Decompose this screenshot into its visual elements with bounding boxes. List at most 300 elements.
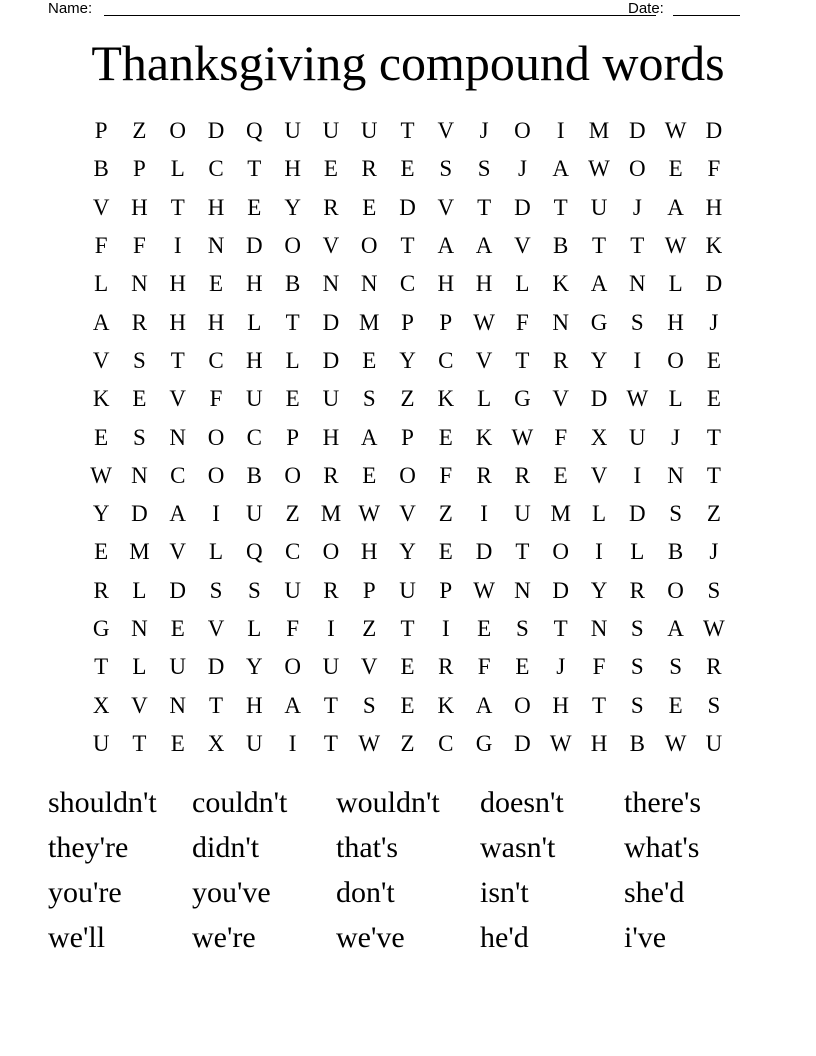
grid-letter: W (703, 616, 725, 641)
grid-letter: E (132, 386, 147, 412)
grid-letter: C (246, 424, 262, 450)
grid-letter: Q (246, 539, 263, 565)
grid-letter: N (322, 271, 340, 297)
grid-letter: H (131, 194, 148, 220)
grid-letter: S (707, 692, 721, 718)
grid-letter: E (400, 654, 415, 680)
grid-letter: C (438, 730, 454, 756)
grid-letter: N (131, 616, 148, 641)
grid-letter: O (284, 654, 301, 680)
grid-letter: C (399, 271, 416, 297)
grid-letter: A (667, 616, 684, 641)
grid-letter: I (556, 118, 565, 144)
grid-letter: H (590, 730, 608, 756)
grid-letter: E (706, 347, 721, 373)
grid-letter: P (401, 309, 414, 335)
grid-letter: Z (132, 118, 147, 144)
grid-letter: T (400, 233, 415, 259)
grid-letter: D (705, 271, 723, 297)
grid-letter: U (628, 424, 646, 450)
grid-letter: D (322, 347, 340, 373)
grid-letter: O (514, 692, 531, 718)
grid-letter: T (285, 309, 300, 335)
grid-letter: M (550, 501, 571, 527)
grid-letter: L (247, 616, 262, 641)
page-title: Thanksgiving compound words (91, 35, 725, 91)
grid-letter: H (360, 539, 378, 565)
grid-letter: F (707, 156, 721, 182)
grid-letter: O (667, 577, 684, 603)
grid-letter: E (477, 616, 492, 641)
grid-letter: W (511, 424, 534, 450)
grid-letter: O (284, 462, 301, 488)
grid-letter: D (399, 194, 416, 220)
grid-letter: T (247, 156, 262, 182)
grid-letter: R (514, 462, 531, 488)
grid-letter: R (706, 654, 722, 680)
grid-letter: B (284, 271, 301, 297)
grid-letter: L (209, 539, 224, 565)
grid-letter: T (209, 692, 224, 718)
grid-letter: R (131, 309, 148, 335)
grid-letter: U (246, 730, 263, 756)
grid-letter: E (400, 692, 415, 718)
grid-letter: U (284, 577, 301, 603)
grid-letter: J (671, 424, 681, 450)
grid-letter: N (131, 271, 148, 297)
grid-letter: H (475, 271, 493, 297)
word-list-item: he'd (480, 921, 529, 954)
grid-letter: P (94, 118, 108, 144)
grid-letter: G (590, 309, 608, 335)
grid-letter: H (667, 309, 684, 335)
grid-letter: R (438, 654, 454, 680)
word-list-item: i've (624, 921, 667, 954)
grid-letter: V (92, 347, 110, 373)
grid-letter: V (475, 347, 493, 373)
grid-letter: T (591, 233, 607, 259)
grid-letter: E (94, 424, 109, 450)
grid-letter: D (207, 654, 225, 680)
word-list-item: you're (48, 876, 122, 909)
grid-letter: E (553, 462, 568, 488)
grid-letter: I (173, 233, 182, 259)
grid-letter: D (514, 730, 531, 756)
grid-letter: U (322, 118, 340, 144)
grid-letter: E (94, 539, 109, 565)
grid-letter: D (475, 539, 493, 565)
grid-letter: S (630, 654, 644, 680)
grid-letter: X (207, 730, 225, 756)
grid-letter: D (322, 309, 340, 335)
grid-letter: Y (92, 501, 110, 527)
grid-letter: S (362, 692, 376, 718)
grid-letter: P (439, 577, 453, 603)
grid-letter: Z (438, 501, 453, 527)
grid-letter: U (399, 577, 416, 603)
grid-letter: Y (284, 194, 301, 220)
grid-letter: N (131, 462, 148, 488)
grid-letter: S (516, 616, 529, 641)
grid-letter: W (358, 730, 381, 756)
grid-letter: U (246, 386, 263, 412)
grid-letter: D (628, 501, 646, 527)
grid-letter: L (668, 386, 683, 412)
grid-letter: F (209, 386, 223, 412)
grid-letter: D (207, 118, 225, 144)
grid-letter: T (515, 539, 530, 565)
grid-letter: N (628, 271, 646, 297)
grid-letter: C (284, 539, 301, 565)
word-list-item: couldn't (192, 786, 288, 819)
grid-letter: O (552, 539, 570, 565)
grid-letter: L (630, 539, 645, 565)
grid-letter: L (132, 654, 147, 680)
grid-letter: H (169, 309, 187, 335)
grid-letter: A (437, 233, 455, 259)
grid-letter: X (92, 692, 110, 718)
grid-letter: O (284, 233, 301, 259)
grid-letter: T (170, 347, 185, 373)
grid-letter: W (588, 156, 610, 182)
grid-letter: D (628, 118, 646, 144)
grid-letter: H (207, 194, 225, 220)
grid-letter: N (207, 233, 225, 259)
grid-letter: Y (590, 577, 608, 603)
name-blank-line[interactable] (104, 15, 656, 16)
grid-letter: E (362, 194, 377, 220)
grid-letter: E (362, 347, 377, 373)
grid-letter: L (94, 271, 109, 297)
grid-letter: I (480, 501, 488, 527)
grid-letter: Q (246, 118, 263, 144)
grid-letter: R (629, 577, 645, 603)
grid-letter: D (705, 118, 723, 144)
grid-letter: G (92, 616, 110, 641)
grid-letter: O (169, 118, 187, 144)
grid-letter: T (706, 424, 721, 450)
grid-letter: R (553, 347, 569, 373)
grid-letter: N (590, 616, 608, 641)
word-list-item: she'd (624, 876, 685, 909)
grid-letter: Z (400, 730, 415, 756)
word-list-item: don't (336, 876, 395, 909)
grid-letter: T (400, 616, 415, 641)
grid-letter: D (131, 501, 148, 527)
grid-letter: S (669, 501, 682, 527)
grid-letter: F (477, 654, 491, 680)
grid-letter: W (549, 730, 572, 756)
grid-letter: V (590, 462, 608, 488)
grid-letter: F (94, 233, 108, 259)
grid-letter: K (475, 424, 493, 450)
grid-letter: H (284, 156, 301, 182)
grid-letter: M (320, 501, 342, 527)
grid-letter: G (514, 386, 531, 412)
grid-letter: K (437, 386, 455, 412)
grid-letter: E (668, 156, 683, 182)
grid-letter: D (246, 233, 263, 259)
grid-letter: T (553, 194, 568, 220)
word-list-item: we've (336, 921, 405, 954)
grid-letter: O (322, 539, 340, 565)
grid-letter: B (246, 462, 262, 488)
grid-letter: E (170, 616, 185, 641)
grid-letter: T (94, 654, 109, 680)
grid-letter: Z (706, 501, 721, 527)
grid-letter: L (247, 309, 262, 335)
grid-letter: L (668, 271, 683, 297)
grid-letter: U (284, 118, 301, 144)
grid-letter: R (323, 194, 339, 220)
date-blank-line[interactable] (673, 15, 740, 16)
word-list-item: doesn't (480, 786, 564, 819)
grid-letter: O (514, 118, 531, 144)
grid-letter: W (626, 386, 649, 412)
grid-letter: V (207, 616, 225, 641)
grid-letter: I (327, 616, 335, 641)
grid-letter: E (285, 386, 300, 412)
grid-letter: S (707, 577, 721, 603)
grid-letter: B (667, 539, 684, 565)
grid-letter: O (207, 462, 225, 488)
grid-letter: H (437, 271, 455, 297)
grid-letter: E (362, 462, 377, 488)
grid-letter: S (630, 692, 644, 718)
grid-letter: K (92, 386, 110, 412)
grid-letter: I (633, 462, 642, 488)
word-search-grid (82, 112, 733, 763)
grid-letter: J (556, 654, 566, 680)
grid-letter: J (709, 309, 719, 335)
word-list-item: shouldn't (48, 786, 157, 819)
grid-letter: W (473, 577, 495, 603)
grid-letter: I (212, 501, 220, 527)
grid-letter: M (129, 539, 150, 565)
grid-letter: I (633, 347, 642, 373)
grid-letter: L (170, 156, 185, 182)
grid-letter: E (438, 424, 453, 450)
grid-letter: B (629, 730, 645, 756)
grid-letter: S (133, 347, 146, 373)
grid-letter: Z (362, 616, 377, 641)
grid-letter: O (628, 156, 646, 182)
grid-letter: B (553, 233, 569, 259)
word-list-item: they're (48, 831, 129, 864)
grid-letter: A (475, 233, 493, 259)
grid-letter: V (399, 501, 416, 527)
grid-letter: N (169, 692, 187, 718)
grid-letter: V (437, 194, 455, 220)
grid-letter: V (169, 386, 187, 412)
grid-letter: U (246, 501, 263, 527)
grid-letter: T (706, 462, 721, 488)
grid-letter: U (360, 118, 378, 144)
grid-letter: T (132, 730, 147, 756)
grid-letter: O (399, 462, 416, 488)
grid-letter: S (630, 616, 644, 641)
grid-letter: C (208, 347, 224, 373)
grid-letter: A (475, 692, 493, 718)
grid-letter: W (664, 118, 687, 144)
grid-letter: V (169, 539, 187, 565)
grid-letter: U (590, 194, 608, 220)
grid-letter: C (208, 156, 224, 182)
word-list-item: wasn't (480, 831, 556, 864)
grid-letter: X (590, 424, 608, 450)
grid-letter: E (438, 539, 453, 565)
grid-letter: F (516, 309, 529, 335)
grid-letter: W (664, 730, 687, 756)
grid-letter: H (246, 347, 263, 373)
grid-letter: T (477, 194, 492, 220)
grid-letter: T (591, 692, 607, 718)
grid-letter: V (322, 233, 340, 259)
grid-letter: I (595, 539, 603, 565)
grid-letter: F (286, 616, 300, 641)
grid-letter: R (323, 577, 339, 603)
grid-letter: T (630, 233, 645, 259)
grid-letter: P (362, 577, 376, 603)
grid-letter: F (592, 654, 606, 680)
grid-letter: V (131, 692, 148, 718)
grid-letter: A (169, 501, 187, 527)
grid-letter: A (92, 309, 110, 335)
grid-letter: P (401, 424, 414, 450)
grid-letter: U (92, 730, 110, 756)
grid-letter: M (588, 118, 610, 144)
grid-letter: J (479, 118, 489, 144)
grid-letter: E (515, 654, 530, 680)
grid-letter: T (553, 616, 568, 641)
grid-letter: Z (400, 386, 415, 412)
grid-letter: N (552, 309, 570, 335)
grid-letter: H (207, 309, 225, 335)
grid-letter: U (322, 386, 340, 412)
word-list-item: we're (192, 921, 256, 954)
grid-letter: U (169, 654, 187, 680)
grid-letter: D (590, 386, 608, 412)
grid-letter: T (400, 118, 415, 144)
header-row (48, 0, 740, 20)
word-list-item: there's (624, 786, 702, 819)
grid-letter: U (322, 654, 340, 680)
grid-letter: Y (246, 654, 263, 680)
grid-letter: B (93, 156, 109, 182)
grid-letter: E (400, 156, 415, 182)
grid-letter: E (209, 271, 224, 297)
grid-letter: E (706, 386, 721, 412)
grid-letter: L (285, 347, 300, 373)
grid-letter: V (514, 233, 531, 259)
grid-letter: S (362, 386, 376, 412)
grid-letter: H (246, 692, 263, 718)
grid-letter: Z (285, 501, 300, 527)
grid-letter: R (476, 462, 492, 488)
grid-letter: N (360, 271, 378, 297)
grid-letter: N (169, 424, 187, 450)
word-list-item: what's (624, 831, 700, 864)
grid-letter: R (323, 462, 339, 488)
word-list-item: wouldn't (336, 786, 440, 819)
grid-letter: H (552, 692, 570, 718)
grid-letter: Y (399, 539, 416, 565)
grid-letter: L (515, 271, 530, 297)
grid-letter: S (630, 309, 644, 335)
grid-letter: C (438, 347, 454, 373)
grid-letter: A (360, 424, 378, 450)
grid-letter: S (133, 424, 146, 450)
grid-letter: U (705, 730, 723, 756)
grid-letter: S (669, 654, 682, 680)
grid-letter: V (360, 654, 378, 680)
grid-letter: E (323, 156, 338, 182)
word-list (48, 780, 768, 960)
grid-letter: G (475, 730, 493, 756)
grid-letter: F (554, 424, 568, 450)
grid-letter: S (439, 156, 453, 182)
grid-letter: S (209, 577, 223, 603)
grid-letter: A (590, 271, 608, 297)
grid-letter: A (552, 156, 570, 182)
grid-letter: A (667, 194, 684, 220)
grid-letter: W (664, 233, 687, 259)
grid-letter: H (246, 271, 263, 297)
grid-letter: S (247, 577, 261, 603)
grid-letter: K (437, 692, 455, 718)
grid-letter: H (169, 271, 187, 297)
grid-letter: Y (399, 347, 416, 373)
grid-letter: R (361, 156, 377, 182)
grid-letter: P (286, 424, 300, 450)
grid-letter: V (552, 386, 570, 412)
word-list-item: isn't (480, 876, 529, 909)
name-label: Name: (48, 0, 93, 17)
grid-letter: W (90, 462, 112, 488)
grid-letter: I (441, 616, 450, 641)
grid-letter: W (473, 309, 495, 335)
grid-letter: J (632, 194, 642, 220)
grid-letter: J (517, 156, 527, 182)
grid-letter: E (170, 730, 185, 756)
grid-letter: H (322, 424, 340, 450)
grid-letter: D (169, 577, 187, 603)
grid-letter: T (323, 692, 338, 718)
grid-letter: P (133, 156, 146, 182)
word-list-item: you've (192, 876, 271, 909)
grid-letter: K (705, 233, 723, 259)
grid-letter: O (207, 424, 225, 450)
grid-letter: C (170, 462, 186, 488)
grid-letter: W (358, 501, 381, 527)
grid-letter: L (591, 501, 607, 527)
word-list-item: we'll (48, 921, 106, 954)
grid-letter: R (93, 577, 109, 603)
grid-letter: H (705, 194, 723, 220)
grid-letter: T (170, 194, 185, 220)
grid-letter: P (439, 309, 453, 335)
grid-letter: O (360, 233, 378, 259)
grid-letter: A (284, 692, 301, 718)
date-label: Date: (628, 0, 664, 17)
grid-letter: N (667, 462, 684, 488)
grid-letter: V (437, 118, 455, 144)
grid-letter: I (288, 730, 297, 756)
grid-letter: J (709, 539, 719, 565)
grid-letter: U (514, 501, 531, 527)
grid-letter: L (477, 386, 492, 412)
grid-letter: K (552, 271, 570, 297)
